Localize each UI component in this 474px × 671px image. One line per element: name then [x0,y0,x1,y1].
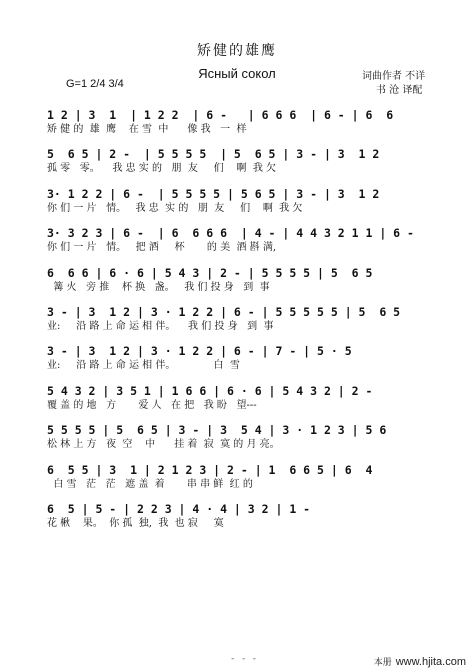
notation-line: 5 4 3 2 | 3 5 1 | 1 6 6 | 6 · 6 | 5 4 3 2 | 2 - [47,383,373,398]
credits-translator: 书 沧 译配 [376,85,423,96]
system-7 [47,336,447,375]
lyrics-line: 你 们 一 片 情。 我 忠 实 的 朋 友 们 啊 我 欠 [47,202,303,214]
system-8 [47,376,447,415]
system-3 [47,179,447,218]
notation-line: 3· 1 2 2 | 6 - | 5 5 5 5 | 5 6 5 | 3 - | 3 1 2 [47,186,380,201]
lyrics-line: 业: 沿 路 上 命 运 相 伴。 白 雪 [47,360,240,372]
key-signature: G=1 2/4 3/4 [66,78,124,90]
system-11 [47,494,447,533]
notation-line: 6 5 | 5 - | 2 2 3 | 4 · 4 | 3 2 | 1 - [47,501,311,516]
page-marker: - - - [230,654,258,664]
lyrics-line: 你 们 一 片 情。 把 酒 杯 的 美 酒 斟 满, [47,242,277,254]
system-5 [47,258,447,297]
system-2 [47,139,447,178]
credits-author: 词曲作者 不详 [362,71,426,82]
notation-line: 6 6 6 | 6 · 6 | 5 4 3 | 2 - | 5 5 5 5 | 5 6 5 [47,265,373,280]
lyrics-line: 松 林 上 方 夜 空 中 挂 着 寂 寞 的 月 亮。 [47,439,280,451]
lyrics-line: 矫 健 的 雄 鹰 在 雪 中 像 我 一 样 [47,124,247,135]
lyrics-line: 花 楸 果。 你 孤 独, 我 也 寂 寞 [47,517,224,529]
notation-line: 6 5 5 | 3 1 | 2 1 2 3 | 2 - | 1 6 6 5 | 6 4 [47,462,373,477]
notation-line: 3 - | 3 1 2 | 3 · 1 2 2 | 6 - | 5 5 5 5 5 | 5 6 5 [47,304,401,319]
watermark-url: www.hjita.com [395,656,466,668]
lyrics-line: 业: 沿 路 上 命 运 相 伴。 我 们 投 身 到 事 [47,320,274,332]
lyrics-line: 篝 火 旁 推 杯 换 盏。 我 们 投 身 到 事 [47,281,270,293]
system-6 [47,297,447,336]
watermark-label: 本册 [373,657,392,667]
notation-line: 3· 3 2 3 | 6 - | 6 6 6 6 | 4 - | 4 4 3 2 1 1 | 6 - [47,226,414,241]
lyrics-line: 孤 零 零。 我 忠 实 的 朋 友 们 啊 我 欠 [47,163,277,175]
song-subtitle-russian: Ясный сокол [198,66,276,81]
credits [362,70,425,98]
system-1 [47,100,447,139]
system-9 [47,415,447,454]
song-title: 矫健的雄鹰 [197,43,277,59]
notation-line: 5 5 5 5 | 5 6 5 | 3 - | 3 5 4 | 3 · 1 2 3 | 5 6 [47,423,387,438]
score-systems [47,100,447,533]
watermark [374,655,466,668]
system-10 [47,455,447,494]
lyrics-line: 覆 盖 的 地 方 爱 人 在 把 我 盼 望--- [47,399,257,411]
system-4 [47,218,447,257]
notation-line: 1 2 | 3 1 | 1 2 2 | 6 - | 6 6 6 | 6 - | 6 6 [47,108,394,122]
notation-line: 3 - | 3 1 2 | 3 · 1 2 2 | 6 - | 7 - | 5 · 5 [47,344,352,359]
notation-line: 5 6 5 | 2 - | 5 5 5 5 | 5 6 5 | 3 - | 3 1 2 [47,147,380,162]
lyrics-line: 白 雪 茫 茫 遮 盖 着 串 串 鲜 红 的 [47,478,253,490]
